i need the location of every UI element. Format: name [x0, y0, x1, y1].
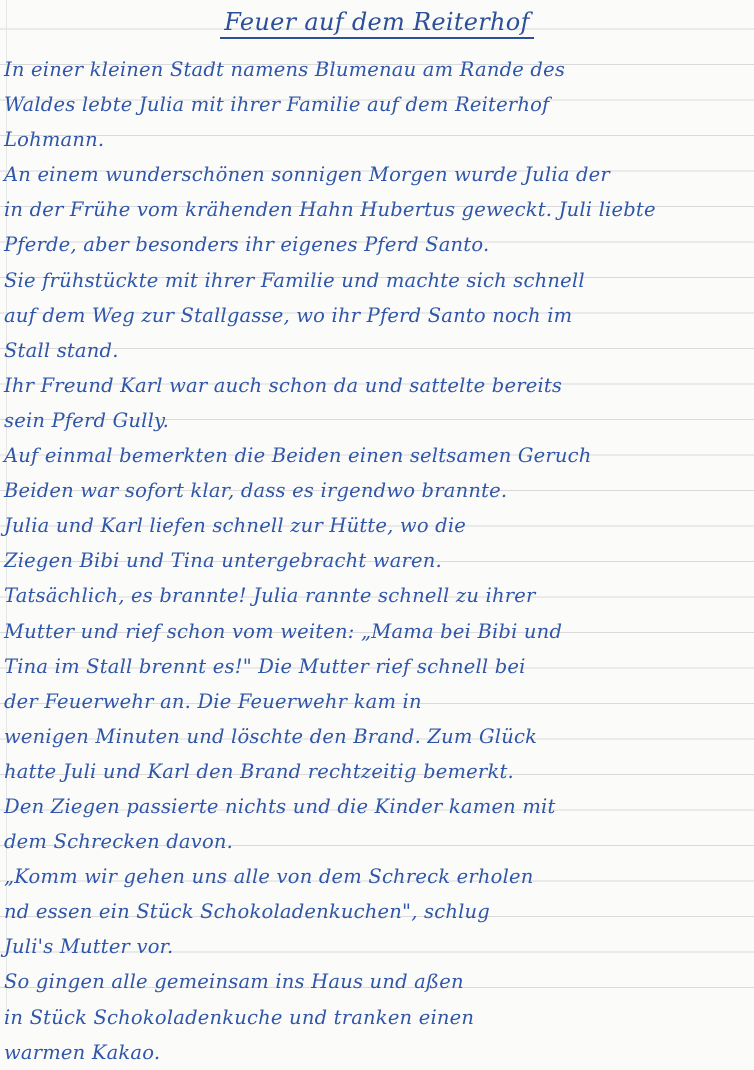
text-line: nd essen ein Stück Schokoladenkuchen", schlug	[4, 900, 490, 924]
text-line: Tatsächlich, es brannte! Julia rannte schnell zu ihrer	[4, 584, 536, 608]
text-line: An einem wunderschönen sonnigen Morgen wurde Julia der	[4, 163, 610, 187]
text-line: Den Ziegen passierte nichts und die Kinder kamen mit	[4, 794, 556, 818]
text-line: der Feuerwehr an. Die Feuerwehr kam in	[4, 689, 422, 713]
story-title	[0, 8, 754, 36]
text-line: Lohmann.	[4, 128, 105, 152]
text-line: in Stück Schokoladenkuche und tranken einen	[4, 1005, 475, 1029]
text-line: Beiden war sofort klar, dass es irgendwo brannte.	[4, 479, 508, 503]
text-line: auf dem Weg zur Stallgasse, wo ihr Pferd Santo noch im	[4, 303, 573, 327]
text-line: Ziegen Bibi und Tina untergebracht waren.	[4, 549, 442, 573]
text-line: hatte Juli und Karl den Brand rechtzeitig bemerkt.	[4, 759, 514, 783]
text-line: sein Pferd Gully.	[4, 408, 170, 432]
text-line: Julia und Karl liefen schnell zur Hütte, wo die	[4, 514, 467, 538]
text-line: warmen Kakao.	[4, 1040, 161, 1064]
text-line: Juli's Mutter vor.	[4, 935, 174, 959]
text-line: in der Frühe vom krähenden Hahn Hubertus geweckt. Juli liebte	[4, 198, 656, 222]
text-line: So gingen alle gemeinsam ins Haus und aßen	[4, 970, 464, 994]
text-line: Waldes lebte Julia mit ihrer Familie auf dem Reiterhof	[4, 93, 550, 117]
text-line: Ihr Freund Karl war auch schon da und sattelte bereits	[4, 373, 563, 397]
text-line: dem Schrecken davon.	[4, 830, 234, 854]
text-line: Tina im Stall brennt es!" Die Mutter rief schnell bei	[4, 654, 526, 678]
text-line: Mutter und rief schon vom weiten: „Mama bei Bibi und	[4, 619, 563, 643]
text-line: Auf einmal bemerkten die Beiden einen seltsamen Geruch	[4, 444, 592, 468]
text-line: Pferde, aber besonders ihr eigenes Pferd Santo.	[4, 233, 490, 257]
text-line: Stall stand.	[4, 338, 119, 362]
text-line: Sie frühstückte mit ihrer Familie und machte sich schnell	[4, 268, 585, 292]
story-text	[4, 52, 752, 1070]
text-line: „Komm wir gehen uns alle von dem Schreck erholen	[4, 865, 534, 889]
text-line: wenigen Minuten und löschte den Brand. Zum Glück	[4, 724, 538, 748]
story-title-text: Feuer auf dem Reiterhof	[220, 8, 534, 39]
text-line: In einer kleinen Stadt namens Blumenau am Rande des	[4, 58, 566, 81]
